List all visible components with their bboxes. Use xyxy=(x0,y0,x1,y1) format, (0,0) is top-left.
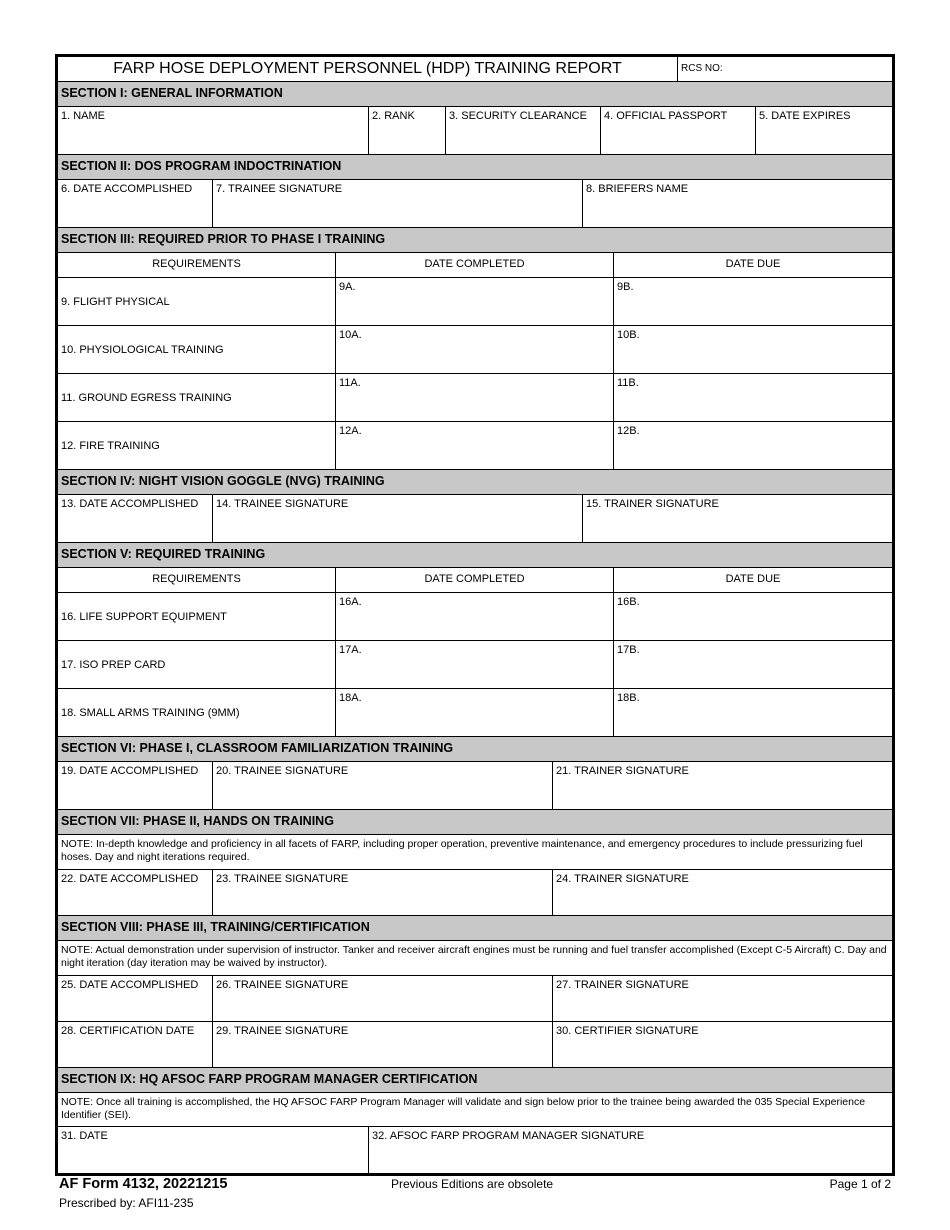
section-7-heading: SECTION VII: PHASE II, HANDS ON TRAINING xyxy=(58,810,892,834)
table-row xyxy=(58,326,892,374)
trainee-signature-field[interactable]: 26. TRAINEE SIGNATURE xyxy=(213,976,553,1021)
title-row xyxy=(58,57,892,82)
section-3-heading: SECTION III: REQUIRED PRIOR TO PHASE I TRAINING xyxy=(58,228,892,252)
trainer-signature-field[interactable]: 21. TRAINER SIGNATURE xyxy=(556,765,689,777)
date-due-header: DATE DUE xyxy=(725,573,781,585)
date-due-field[interactable]: 12B. xyxy=(617,425,640,437)
date-completed-field[interactable]: 17A. xyxy=(336,641,614,688)
date-accomplished-field[interactable]: 25. DATE ACCOMPLISHED xyxy=(58,976,213,1021)
table-row xyxy=(58,278,892,326)
program-manager-note: NOTE: Once all training is accomplished, the HQ AFSOC FARP Program Manager will validate and sign below prior to the trainee being awarded the 035 Special Experience Identifier (SEI). xyxy=(61,1096,866,1121)
trainer-signature-field[interactable]: 27. TRAINER SIGNATURE xyxy=(556,979,689,991)
date-field[interactable]: 31. DATE xyxy=(58,1127,369,1173)
program-manager-signature-field[interactable]: 32. AFSOC FARP PROGRAM MANAGER SIGNATURE xyxy=(372,1130,645,1142)
date-completed-field[interactable]: 18A. xyxy=(336,689,614,736)
requirement-label: 18. SMALL ARMS TRAINING (9MM) xyxy=(58,689,336,736)
training-report-form xyxy=(55,54,895,1176)
editions-notice: Previous Editions are obsolete xyxy=(391,1177,554,1191)
trainer-signature-field[interactable]: 15. TRAINER SIGNATURE xyxy=(586,498,719,510)
sec9-note-row xyxy=(58,1093,892,1127)
phase-2-row xyxy=(58,870,892,916)
section-4-heading-row xyxy=(58,470,892,495)
section-8-heading-row xyxy=(58,916,892,941)
sec7-note-row xyxy=(58,835,892,870)
date-accomplished-field[interactable]: 22. DATE ACCOMPLISHED xyxy=(58,870,213,915)
section-5-heading-row xyxy=(58,543,892,568)
section-8-heading: SECTION VIII: PHASE III, TRAINING/CERTIFICATION xyxy=(58,916,892,940)
date-due-field[interactable]: 18B. xyxy=(617,692,640,704)
trainee-signature-field[interactable]: 14. TRAINEE SIGNATURE xyxy=(213,495,583,542)
table-row xyxy=(58,374,892,422)
section-6-heading-row xyxy=(58,737,892,762)
dos-indoctrination-row xyxy=(58,180,892,228)
form-title: FARP HOSE DEPLOYMENT PERSONNEL (HDP) TRAINING REPORT xyxy=(58,57,678,81)
section-9-heading-row xyxy=(58,1068,892,1093)
section-1-heading: SECTION I: GENERAL INFORMATION xyxy=(58,82,892,106)
certifier-signature-field[interactable]: 30. CERTIFIER SIGNATURE xyxy=(556,1025,699,1037)
requirements-header: REQUIREMENTS xyxy=(58,568,336,592)
certification-row xyxy=(58,1022,892,1068)
section-6-heading: SECTION VI: PHASE I, CLASSROOM FAMILIARIZATION TRAINING xyxy=(58,737,892,761)
requirement-label: 9. FLIGHT PHYSICAL xyxy=(58,278,336,325)
sec8-note-row xyxy=(58,941,892,976)
requirement-label: 17. ISO PREP CARD xyxy=(58,641,336,688)
date-completed-field[interactable]: 11A. xyxy=(336,374,614,421)
section-5-heading: SECTION V: REQUIRED TRAINING xyxy=(58,543,892,567)
date-completed-field[interactable]: 16A. xyxy=(336,593,614,640)
sec5-table-header xyxy=(58,568,892,593)
table-row xyxy=(58,422,892,470)
rank-field[interactable]: 2. RANK xyxy=(369,107,446,154)
sec3-table-header xyxy=(58,253,892,278)
trainee-signature-field[interactable]: 7. TRAINEE SIGNATURE xyxy=(213,180,583,227)
section-4-heading: SECTION IV: NIGHT VISION GOGGLE (NVG) TRAINING xyxy=(58,470,892,494)
trainer-signature-field[interactable]: 24. TRAINER SIGNATURE xyxy=(556,873,689,885)
page-number: Page 1 of 2 xyxy=(829,1177,891,1191)
program-manager-row xyxy=(58,1127,892,1173)
trainee-signature-field[interactable]: 20. TRAINEE SIGNATURE xyxy=(213,762,553,809)
date-completed-header: DATE COMPLETED xyxy=(336,568,614,592)
date-accomplished-field[interactable]: 13. DATE ACCOMPLISHED xyxy=(58,495,213,542)
date-completed-field[interactable]: 9A. xyxy=(336,278,614,325)
requirement-label: 10. PHYSIOLOGICAL TRAINING xyxy=(58,326,336,373)
requirements-header: REQUIREMENTS xyxy=(58,253,336,277)
certification-date-field[interactable]: 28. CERTIFICATION DATE xyxy=(58,1022,213,1067)
date-expires-field[interactable]: 5. DATE EXPIRES xyxy=(759,110,851,122)
rcs-field[interactable]: RCS NO: xyxy=(681,63,723,74)
requirement-label: 12. FIRE TRAINING xyxy=(58,422,336,469)
phase-3-row xyxy=(58,976,892,1022)
date-due-field[interactable]: 10B. xyxy=(617,329,640,341)
trainee-signature-field[interactable]: 23. TRAINEE SIGNATURE xyxy=(213,870,553,915)
date-due-header: DATE DUE xyxy=(725,258,781,270)
section-2-heading: SECTION II: DOS PROGRAM INDOCTRINATION xyxy=(58,155,892,179)
name-field[interactable]: 1. NAME xyxy=(58,107,369,154)
section-9-heading: SECTION IX: HQ AFSOC FARP PROGRAM MANAGER CERTIFICATION xyxy=(58,1068,892,1092)
phase-2-note: NOTE: In-depth knowledge and proficiency in all facets of FARP, including proper operation, preventive maintenance, and emergency procedures to include pressurizing fuel hoses. Day and night iterations required. xyxy=(61,838,863,863)
security-clearance-field[interactable]: 3. SECURITY CLEARANCE xyxy=(446,107,601,154)
nvg-training-row xyxy=(58,495,892,543)
requirement-label: 16. LIFE SUPPORT EQUIPMENT xyxy=(58,593,336,640)
table-row xyxy=(58,593,892,641)
section-3-heading-row xyxy=(58,228,892,253)
general-info-row xyxy=(58,107,892,155)
date-completed-header: DATE COMPLETED xyxy=(336,253,614,277)
form-number: AF Form 4132, 20221215 xyxy=(59,1176,228,1192)
date-due-field[interactable]: 17B. xyxy=(617,644,640,656)
official-passport-field[interactable]: 4. OFFICIAL PASSPORT xyxy=(601,107,756,154)
prescribed-by: Prescribed by: AFI11-235 xyxy=(59,1196,194,1210)
date-completed-field[interactable]: 10A. xyxy=(336,326,614,373)
section-2-heading-row xyxy=(58,155,892,180)
date-accomplished-field[interactable]: 19. DATE ACCOMPLISHED xyxy=(58,762,213,809)
date-due-field[interactable]: 11B. xyxy=(617,377,639,389)
date-due-field[interactable]: 9B. xyxy=(617,281,634,293)
table-row xyxy=(58,641,892,689)
section-7-heading-row xyxy=(58,810,892,835)
requirement-label: 11. GROUND EGRESS TRAINING xyxy=(58,374,336,421)
date-accomplished-field[interactable]: 6. DATE ACCOMPLISHED xyxy=(58,180,213,227)
phase-3-note: NOTE: Actual demonstration under supervision of instructor. Tanker and receiver aircraft engines must be running and fuel transfer accomplished (Except C-5 Aircraft) C. Day and night iteration (day iteration may be waived by instructor). xyxy=(61,944,887,969)
briefers-name-field[interactable]: 8. BRIEFERS NAME xyxy=(586,183,689,195)
phase-1-row xyxy=(58,762,892,810)
date-due-field[interactable]: 16B. xyxy=(617,596,640,608)
section-1-heading-row xyxy=(58,82,892,107)
table-row xyxy=(58,689,892,737)
trainee-signature-field[interactable]: 29. TRAINEE SIGNATURE xyxy=(213,1022,553,1067)
date-completed-field[interactable]: 12A. xyxy=(336,422,614,469)
